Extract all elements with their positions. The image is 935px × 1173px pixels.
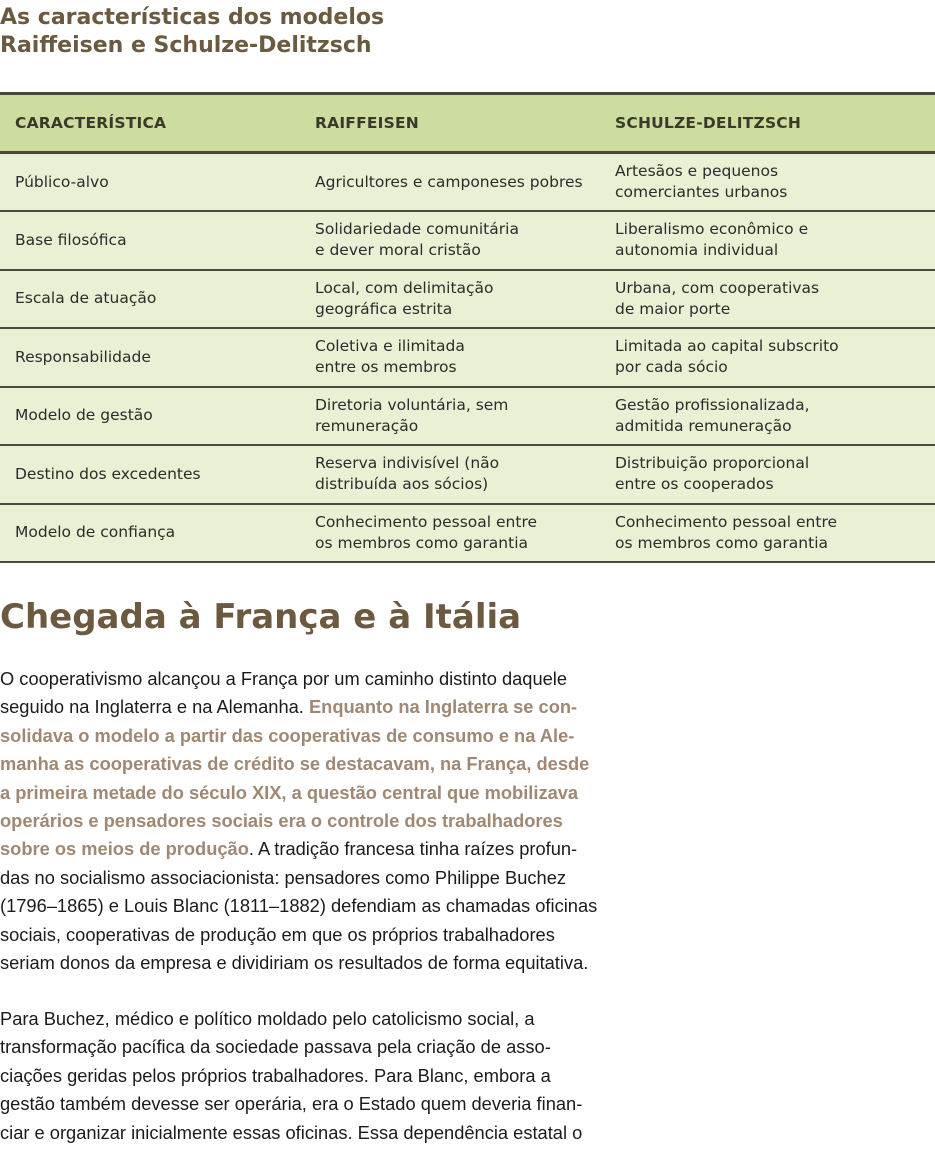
table-body (0, 153, 935, 563)
cell-caracteristica (0, 270, 300, 329)
paragraph-line (0, 807, 625, 835)
section-title: Chegada à França e à Itália (0, 597, 522, 637)
cell-line: entre os cooperados (615, 475, 774, 494)
cell-caracteristica (0, 211, 300, 270)
cell-line: Responsabilidade (15, 347, 151, 366)
cell-caracteristica (0, 445, 300, 504)
cell-caracteristica (0, 328, 300, 387)
cell-line: Artesãos e pequenos (615, 162, 779, 180)
cell-line: os membros como garantia (615, 533, 829, 552)
cell-raiffeisen (300, 153, 600, 212)
cell-line: Agricultores e camponeses pobres (315, 172, 583, 191)
cell-line: Destino dos excedentes (15, 464, 201, 483)
text-segment: seriam donos da empresa e dividiriam os resultados de forma equitativa. (0, 952, 589, 974)
cell-raiffeisen (300, 504, 600, 563)
cell-line: geográfica estrita (315, 299, 453, 318)
table-row (0, 328, 935, 387)
table-header (0, 94, 935, 153)
paragraph-line (0, 665, 625, 693)
text-segment: seguido na Inglaterra e na Alemanha. (0, 696, 309, 718)
paragraph-line (0, 949, 625, 977)
paragraph-line (0, 835, 625, 863)
paragraph-line: ciações geridas pelos próprios trabalhadores. Para Blanc, embora a (0, 1064, 551, 1086)
cell-line: de maior porte (615, 299, 731, 318)
paragraph-2 (0, 1005, 625, 1147)
text-segment: (1796–1865) e Louis Blanc (1811–1882) defendiam as chamadas oficinas (0, 895, 598, 917)
cell-schulze-delitzsch (600, 328, 935, 387)
paragraph-1 (0, 665, 625, 977)
header-schulze-delitzsch: SCHULZE-DELITZSCH (600, 94, 935, 153)
cell-line: Gestão profissionalizada, (615, 395, 810, 414)
cell-schulze-delitzsch (600, 211, 935, 270)
table-header-row (0, 94, 935, 153)
cell-line: Liberalismo econômico e (615, 220, 809, 239)
paragraph-line (0, 693, 625, 721)
paragraph-line (0, 864, 625, 892)
cell-caracteristica (0, 387, 300, 446)
cell-caracteristica (0, 153, 300, 212)
cell-line: remuneração (315, 416, 419, 435)
paragraph-line: ciar e organizar inicialmente essas oficinas. Essa dependência estatal o (0, 1121, 583, 1143)
cell-caracteristica (0, 504, 300, 563)
cell-raiffeisen (300, 211, 600, 270)
cell-schulze-delitzsch (600, 387, 935, 446)
table-title-line-2: Raiffeisen e Schulze-Delitzsch (0, 33, 372, 58)
cell-line: Modelo de gestão (15, 406, 153, 425)
paragraph-line (0, 921, 625, 949)
cell-raiffeisen (300, 445, 600, 504)
cell-schulze-delitzsch (600, 153, 935, 212)
paragraph-line (0, 892, 625, 920)
paragraph-line (0, 750, 625, 778)
paragraph-line: gestão também devesse ser operária, era o Estado quem deveria finan- (0, 1093, 583, 1115)
cell-schulze-delitzsch (600, 270, 935, 329)
highlighted-text: Enquanto na Inglaterra se con- (308, 696, 578, 718)
cell-line: e dever moral cristão (315, 241, 481, 260)
cell-line: entre os membros (315, 358, 457, 377)
highlighted-text: sobre os meios de produção (0, 838, 249, 860)
text-segment: O cooperativismo alcançou a França por um caminho distinto daquele (0, 668, 568, 689)
cell-line: Modelo de confiança (15, 523, 176, 542)
cell-line: os membros como garantia (315, 533, 529, 552)
cell-line: Reserva indivisível (não (315, 454, 500, 473)
cell-line: Diretoria voluntária, sem (315, 395, 509, 414)
cell-line: admitida remuneração (615, 416, 792, 435)
paragraph-line (0, 779, 625, 807)
table-title (0, 4, 384, 60)
text-segment: das no socialismo associacionista: pensadores como Philippe Buchez (0, 866, 567, 888)
cell-raiffeisen (300, 387, 600, 446)
cell-line: autonomia individual (615, 241, 779, 260)
cell-line: Conhecimento pessoal entre (615, 512, 838, 531)
cell-line: Conhecimento pessoal entre (315, 512, 538, 531)
header-caracteristica: CARACTERÍSTICA (0, 94, 300, 153)
table-row (0, 445, 935, 504)
cell-line: Escala de atuação (15, 289, 157, 308)
table-row (0, 387, 935, 446)
table-row (0, 270, 935, 329)
cell-line: por cada sócio (615, 358, 728, 377)
cell-line: comerciantes urbanos (615, 183, 788, 201)
cell-line: Público-alvo (15, 172, 109, 191)
cell-line: Local, com delimitação (315, 278, 494, 297)
table-row (0, 211, 935, 270)
text-segment: sociais, cooperativas de produção em que os próprios trabalhadores (0, 923, 555, 945)
comparison-table (0, 92, 935, 563)
text-segment: . A tradição francesa tinha raízes profun- (248, 838, 578, 860)
cell-raiffeisen (300, 270, 600, 329)
cell-line: Limitada ao capital subscrito (615, 337, 839, 356)
cell-line: distribuída aos sócios) (315, 475, 489, 494)
table-row (0, 504, 935, 563)
cell-line: Solidariedade comunitária (315, 220, 519, 239)
paragraph-line: Para Buchez, médico e político moldado pelo catolicismo social, a (0, 1008, 535, 1029)
cell-line: Coletiva e ilimitada (315, 337, 465, 356)
highlighted-text: a primeira metade do século XIX, a questão central que mobilizava (0, 781, 579, 803)
cell-line: Distribuição proporcional (615, 454, 810, 473)
paragraph-line (0, 722, 625, 750)
header-raiffeisen: RAIFFEISEN (300, 94, 600, 153)
cell-line: Urbana, com cooperativas (615, 278, 820, 297)
cell-line: Base filosófica (15, 230, 127, 249)
cell-schulze-delitzsch (600, 504, 935, 563)
highlighted-text: solidava o modelo a partir das cooperativas de consumo e na Ale- (0, 724, 575, 746)
highlighted-text: operários e pensadores sociais era o controle dos trabalhadores (0, 810, 563, 832)
paragraph-line: transformação pacífica da sociedade passava pela criação de asso- (0, 1036, 551, 1058)
cell-schulze-delitzsch (600, 445, 935, 504)
cell-raiffeisen (300, 328, 600, 387)
highlighted-text: manha as cooperativas de crédito se destacavam, na França, desde (0, 753, 590, 775)
table-row (0, 153, 935, 212)
table-title-line-1: As características dos modelos (0, 5, 385, 30)
